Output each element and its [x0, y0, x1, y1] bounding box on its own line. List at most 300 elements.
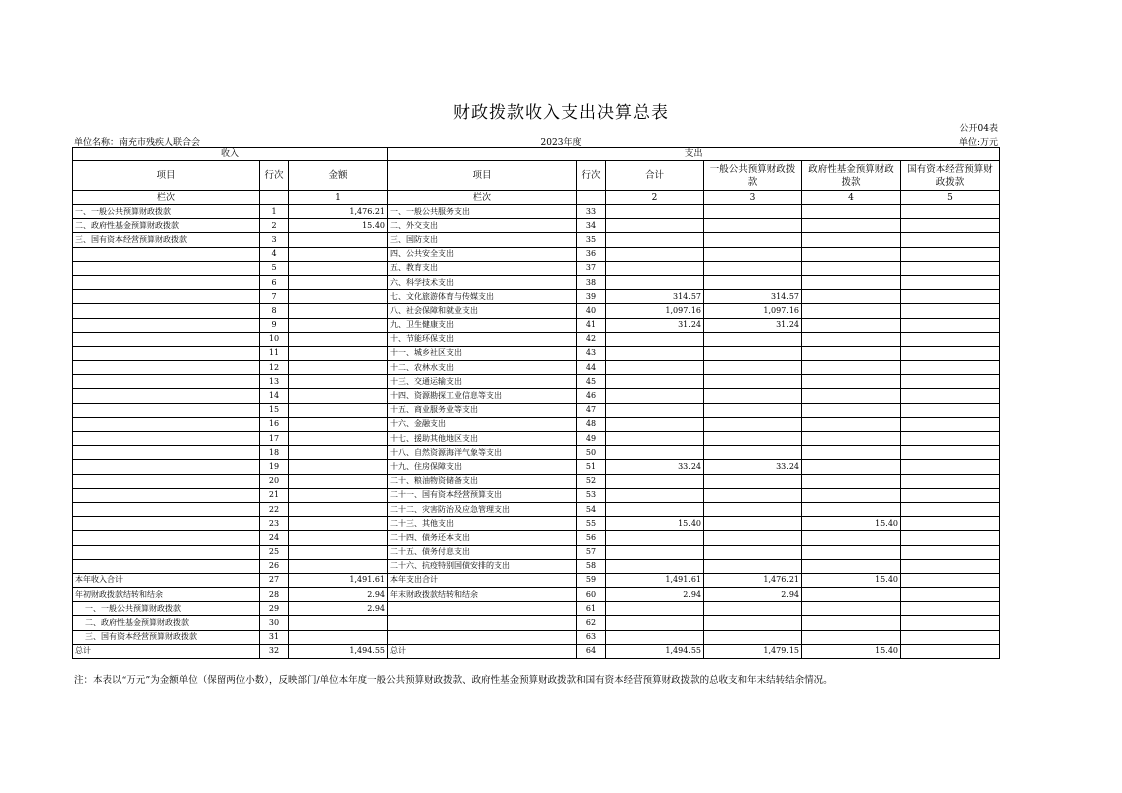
total-cell [606, 417, 704, 431]
state-capital-cell [901, 375, 1000, 389]
total-cell [606, 247, 704, 261]
state-capital-cell [901, 290, 1000, 304]
income-item-cell [73, 361, 260, 375]
state-capital-cell [901, 417, 1000, 431]
gov-fund-cell [802, 389, 901, 403]
gov-fund-cell: 15.40 [802, 573, 901, 587]
expense-line-cell: 55 [577, 517, 606, 531]
income-amount-cell [289, 275, 388, 289]
income-line-cell: 15 [260, 403, 289, 417]
income-line-cell: 3 [260, 233, 289, 247]
income-line-cell: 29 [260, 602, 289, 616]
income-amount-cell [289, 233, 388, 247]
income-item-cell [73, 318, 260, 332]
income-line-cell: 14 [260, 389, 289, 403]
unit-name: 单位名称：南充市残疾人联合会 [74, 138, 201, 148]
expense-item-cell: 二十五、债务付息支出 [388, 545, 577, 559]
table-row [73, 545, 1000, 559]
table-row [73, 602, 1000, 616]
gov-fund-cell [802, 602, 901, 616]
expense-item-cell: 十一、城乡社区支出 [388, 346, 577, 360]
header-row-columns [73, 161, 1000, 191]
expense-line-cell: 41 [577, 318, 606, 332]
general-budget-cell [704, 517, 802, 531]
gov-fund-cell [802, 261, 901, 275]
total-header: 合计 [606, 161, 704, 191]
income-item-cell [73, 517, 260, 531]
income-line-cell: 5 [260, 261, 289, 275]
state-capital-cell [901, 432, 1000, 446]
income-item-cell: 三、国有资本经营预算财政拨款 [73, 233, 260, 247]
total-cell [606, 261, 704, 275]
expense-line-cell: 33 [577, 205, 606, 219]
income-line-cell: 32 [260, 644, 289, 658]
income-header: 收入 [73, 148, 388, 161]
general-budget-cell [704, 233, 802, 247]
total-cell [606, 346, 704, 360]
general-budget-cell [704, 417, 802, 431]
income-item-cell: 一、一般公共预算财政拨款 [73, 602, 260, 616]
expense-line-cell: 53 [577, 488, 606, 502]
income-item-cell [73, 375, 260, 389]
income-item-cell [73, 474, 260, 488]
total-cell [606, 602, 704, 616]
expense-item-cell: 二十、粮油物资储备支出 [388, 474, 577, 488]
general-budget-cell: 2.94 [704, 588, 802, 602]
gov-fund-cell [802, 247, 901, 261]
income-amount-cell [289, 332, 388, 346]
income-amount-cell [289, 417, 388, 431]
expense-line-cell: 62 [577, 616, 606, 630]
state-capital-cell [901, 219, 1000, 233]
total-cell: 15.40 [606, 517, 704, 531]
total-cell: 1,494.55 [606, 644, 704, 658]
income-amount-cell [289, 446, 388, 460]
income-amount-cell [289, 517, 388, 531]
general-budget-cell [704, 247, 802, 261]
state-capital-cell [901, 304, 1000, 318]
income-amount-header: 金额 [289, 161, 388, 191]
income-line-cell: 28 [260, 588, 289, 602]
state-capital-cell [901, 644, 1000, 658]
income-item-cell [73, 460, 260, 474]
income-amount-cell [289, 346, 388, 360]
expense-line-cell: 58 [577, 559, 606, 573]
state-capital-header: 国有资本经营预算财政拨款 [901, 161, 1000, 191]
gov-fund-cell [802, 233, 901, 247]
expense-line-cell: 42 [577, 332, 606, 346]
expense-item-cell: 十五、商业服务业等支出 [388, 403, 577, 417]
total-cell [606, 332, 704, 346]
state-capital-cell [901, 531, 1000, 545]
income-line-cell: 13 [260, 375, 289, 389]
state-capital-cell [901, 460, 1000, 474]
expense-item-cell: 二十二、灾害防治及应急管理支出 [388, 502, 577, 516]
expense-line-cell: 51 [577, 460, 606, 474]
general-budget-cell [704, 332, 802, 346]
income-line-cell: 31 [260, 630, 289, 644]
income-amount-cell [289, 630, 388, 644]
table-row [73, 559, 1000, 573]
expense-item-cell: 四、公共安全支出 [388, 247, 577, 261]
income-amount-cell [289, 616, 388, 630]
expense-line-cell: 46 [577, 389, 606, 403]
expense-item-cell: 十二、农林水支出 [388, 361, 577, 375]
gov-fund-cell [802, 375, 901, 389]
state-capital-cell [901, 389, 1000, 403]
gov-fund-cell [802, 290, 901, 304]
total-cell [606, 219, 704, 233]
income-line-cell: 25 [260, 545, 289, 559]
total-cell [606, 361, 704, 375]
general-budget-cell [704, 559, 802, 573]
table-row [73, 247, 1000, 261]
report-year: 2023年度 [540, 138, 582, 148]
expense-line-cell: 54 [577, 502, 606, 516]
total-cell [606, 375, 704, 389]
expense-line-cell: 49 [577, 432, 606, 446]
expense-line-cell: 44 [577, 361, 606, 375]
state-capital-cell [901, 588, 1000, 602]
table-body [73, 205, 1000, 659]
income-amount-cell: 1,494.55 [289, 644, 388, 658]
total-cell [606, 403, 704, 417]
gov-fund-cell [802, 531, 901, 545]
general-budget-cell [704, 361, 802, 375]
income-item-cell [73, 559, 260, 573]
state-capital-cell [901, 261, 1000, 275]
state-capital-cell [901, 205, 1000, 219]
expense-line-cell: 38 [577, 275, 606, 289]
general-budget-cell: 314.57 [704, 290, 802, 304]
total-cell [606, 205, 704, 219]
state-capital-cell [901, 275, 1000, 289]
expense-item-cell: 十六、金融支出 [388, 417, 577, 431]
income-item-cell [73, 403, 260, 417]
state-capital-cell [901, 502, 1000, 516]
expense-line-cell: 50 [577, 446, 606, 460]
total-cell [606, 559, 704, 573]
income-item-header: 项目 [73, 161, 260, 191]
state-capital-cell [901, 403, 1000, 417]
income-amount-cell: 15.40 [289, 219, 388, 233]
general-budget-cell [704, 474, 802, 488]
gov-fund-cell [802, 361, 901, 375]
column-label: 栏次 [388, 191, 577, 205]
income-item-cell [73, 488, 260, 502]
general-budget-cell: 33.24 [704, 460, 802, 474]
expense-line-cell: 63 [577, 630, 606, 644]
total-cell [606, 502, 704, 516]
gov-fund-cell [802, 219, 901, 233]
gov-fund-cell [802, 559, 901, 573]
general-budget-header: 一般公共预算财政拨款 [704, 161, 802, 191]
income-line-cell: 16 [260, 417, 289, 431]
total-cell [606, 630, 704, 644]
gov-fund-cell: 15.40 [802, 517, 901, 531]
income-amount-cell [289, 432, 388, 446]
column-label: 栏次 [73, 191, 260, 205]
table-row [73, 630, 1000, 644]
income-amount-cell: 1,491.61 [289, 573, 388, 587]
state-capital-cell [901, 233, 1000, 247]
gov-fund-cell [802, 275, 901, 289]
expense-item-cell: 八、社会保障和就业支出 [388, 304, 577, 318]
expense-item-cell: 五、教育支出 [388, 261, 577, 275]
income-item-cell [73, 275, 260, 289]
expense-item-cell: 二十六、抗疫特别国债安排的支出 [388, 559, 577, 573]
expense-line-cell: 43 [577, 346, 606, 360]
total-cell [606, 531, 704, 545]
table-row [73, 318, 1000, 332]
income-item-cell [73, 389, 260, 403]
expense-item-cell: 十九、住房保障支出 [388, 460, 577, 474]
gov-fund-cell [802, 432, 901, 446]
expense-line-cell: 56 [577, 531, 606, 545]
total-cell: 1,097.16 [606, 304, 704, 318]
income-item-cell [73, 346, 260, 360]
expense-line-cell: 40 [577, 304, 606, 318]
income-amount-cell [289, 474, 388, 488]
income-amount-cell [289, 403, 388, 417]
general-budget-cell [704, 502, 802, 516]
income-item-cell: 一、一般公共预算财政拨款 [73, 205, 260, 219]
state-capital-cell [901, 517, 1000, 531]
expense-item-cell: 十八、自然资源海洋气象等支出 [388, 446, 577, 460]
gov-fund-cell [802, 460, 901, 474]
expense-item-cell: 一、一般公共服务支出 [388, 205, 577, 219]
table-row [73, 446, 1000, 460]
income-item-cell: 三、国有资本经营预算财政拨款 [73, 630, 260, 644]
expense-item-cell: 十七、援助其他地区支出 [388, 432, 577, 446]
state-capital-cell [901, 247, 1000, 261]
total-cell [606, 474, 704, 488]
gov-fund-header: 政府性基金预算财政拨款 [802, 161, 901, 191]
table-row [73, 573, 1000, 587]
expense-line-cell: 35 [577, 233, 606, 247]
table-row [73, 389, 1000, 403]
income-line-cell: 21 [260, 488, 289, 502]
state-capital-cell [901, 361, 1000, 375]
gov-fund-cell [802, 474, 901, 488]
gov-fund-cell [802, 488, 901, 502]
income-amount-cell [289, 502, 388, 516]
table-row [73, 460, 1000, 474]
general-budget-cell [704, 375, 802, 389]
header-row-sections [73, 148, 1000, 161]
general-budget-cell: 1,097.16 [704, 304, 802, 318]
expense-line-cell: 60 [577, 588, 606, 602]
gov-fund-cell [802, 446, 901, 460]
table-row [73, 233, 1000, 247]
income-amount-cell: 1,476.21 [289, 205, 388, 219]
expense-item-cell [388, 602, 577, 616]
expense-item-header: 项目 [388, 161, 577, 191]
total-cell: 314.57 [606, 290, 704, 304]
gov-fund-cell [802, 332, 901, 346]
expense-item-cell: 二十四、债务还本支出 [388, 531, 577, 545]
total-cell: 2.94 [606, 588, 704, 602]
expense-item-cell: 七、文化旅游体育与传媒支出 [388, 290, 577, 304]
income-line-cell: 12 [260, 361, 289, 375]
expense-line-cell: 48 [577, 417, 606, 431]
income-item-cell [73, 247, 260, 261]
total-cell [606, 432, 704, 446]
expense-item-cell [388, 616, 577, 630]
expense-item-cell: 六、科学技术支出 [388, 275, 577, 289]
gov-fund-cell [802, 346, 901, 360]
expense-item-cell: 本年支出合计 [388, 573, 577, 587]
gov-fund-cell [802, 304, 901, 318]
income-line-cell: 30 [260, 616, 289, 630]
general-budget-cell [704, 616, 802, 630]
expense-item-cell: 总计 [388, 644, 577, 658]
income-line-cell: 19 [260, 460, 289, 474]
gov-fund-cell [802, 616, 901, 630]
income-line-cell: 8 [260, 304, 289, 318]
table-row [73, 502, 1000, 516]
income-amount-cell [289, 389, 388, 403]
income-item-cell [73, 417, 260, 431]
expense-item-cell: 十四、资源勘探工业信息等支出 [388, 389, 577, 403]
state-capital-cell [901, 573, 1000, 587]
income-amount-cell: 2.94 [289, 602, 388, 616]
income-line-cell: 27 [260, 573, 289, 587]
income-item-cell [73, 502, 260, 516]
table-row [73, 275, 1000, 289]
income-item-cell: 年初财政拨款结转和结余 [73, 588, 260, 602]
column-number: 5 [901, 191, 1000, 205]
table-row [73, 205, 1000, 219]
gov-fund-cell [802, 318, 901, 332]
general-budget-cell [704, 261, 802, 275]
income-line-cell: 24 [260, 531, 289, 545]
income-item-cell [73, 446, 260, 460]
state-capital-cell [901, 318, 1000, 332]
income-item-cell [73, 432, 260, 446]
expense-line-cell: 61 [577, 602, 606, 616]
table-row [73, 488, 1000, 502]
income-item-cell [73, 545, 260, 559]
general-budget-cell [704, 346, 802, 360]
income-amount-cell [289, 290, 388, 304]
gov-fund-cell [802, 630, 901, 644]
expense-item-cell: 年末财政拨款结转和结余 [388, 588, 577, 602]
income-amount-cell [289, 460, 388, 474]
page-title: 财政拨款收入支出决算总表 [453, 103, 669, 123]
income-item-cell: 二、政府性基金预算财政拨款 [73, 219, 260, 233]
currency-unit: 单位:万元 [958, 138, 998, 148]
income-line-cell: 22 [260, 502, 289, 516]
income-amount-cell [289, 488, 388, 502]
general-budget-cell [704, 531, 802, 545]
gov-fund-cell [802, 502, 901, 516]
expense-line-cell: 37 [577, 261, 606, 275]
table-row [73, 346, 1000, 360]
general-budget-cell [704, 432, 802, 446]
general-budget-cell [704, 403, 802, 417]
budget-summary-table [72, 147, 1000, 659]
income-amount-cell [289, 361, 388, 375]
expense-line-cell: 52 [577, 474, 606, 488]
income-line-cell: 7 [260, 290, 289, 304]
general-budget-cell [704, 389, 802, 403]
table-row [73, 290, 1000, 304]
state-capital-cell [901, 346, 1000, 360]
total-cell [606, 488, 704, 502]
header-row-column-numbers [73, 191, 1000, 205]
expense-item-cell [388, 630, 577, 644]
expense-item-cell: 十三、交通运输支出 [388, 375, 577, 389]
table-row [73, 361, 1000, 375]
table-row [73, 261, 1000, 275]
table-row [73, 417, 1000, 431]
total-cell: 33.24 [606, 460, 704, 474]
income-line-cell: 6 [260, 275, 289, 289]
table-row [73, 474, 1000, 488]
income-line-cell: 18 [260, 446, 289, 460]
state-capital-cell [901, 332, 1000, 346]
table-row [73, 403, 1000, 417]
income-item-cell [73, 531, 260, 545]
expense-line-cell: 47 [577, 403, 606, 417]
empty-cell [577, 191, 606, 205]
expense-item-cell: 二十一、国有资本经营预算支出 [388, 488, 577, 502]
expense-line-cell: 59 [577, 573, 606, 587]
state-capital-cell [901, 488, 1000, 502]
general-budget-cell [704, 545, 802, 559]
total-cell [606, 389, 704, 403]
income-amount-cell [289, 559, 388, 573]
income-item-cell: 二、政府性基金预算财政拨款 [73, 616, 260, 630]
table-row [73, 304, 1000, 318]
table-row [73, 616, 1000, 630]
income-amount-cell [289, 304, 388, 318]
income-item-cell [73, 304, 260, 318]
income-item-cell: 总计 [73, 644, 260, 658]
total-cell [606, 616, 704, 630]
column-number: 1 [289, 191, 388, 205]
state-capital-cell [901, 602, 1000, 616]
income-line-cell: 17 [260, 432, 289, 446]
general-budget-cell [704, 219, 802, 233]
income-item-cell [73, 261, 260, 275]
state-capital-cell [901, 545, 1000, 559]
expense-item-cell: 九、卫生健康支出 [388, 318, 577, 332]
general-budget-cell [704, 275, 802, 289]
income-amount-cell: 2.94 [289, 588, 388, 602]
expense-line-cell: 39 [577, 290, 606, 304]
state-capital-cell [901, 616, 1000, 630]
income-amount-cell [289, 545, 388, 559]
income-line-cell: 26 [260, 559, 289, 573]
expense-line-cell: 36 [577, 247, 606, 261]
income-amount-cell [289, 247, 388, 261]
gov-fund-cell [802, 417, 901, 431]
expense-item-cell: 三、国防支出 [388, 233, 577, 247]
gov-fund-cell [802, 545, 901, 559]
column-number: 2 [606, 191, 704, 205]
income-line-cell: 4 [260, 247, 289, 261]
table-row [73, 531, 1000, 545]
income-amount-cell [289, 261, 388, 275]
income-item-cell: 本年收入合计 [73, 573, 260, 587]
expense-header: 支出 [388, 148, 1000, 161]
general-budget-cell: 31.24 [704, 318, 802, 332]
table-row [73, 588, 1000, 602]
income-line-cell: 1 [260, 205, 289, 219]
general-budget-cell [704, 488, 802, 502]
